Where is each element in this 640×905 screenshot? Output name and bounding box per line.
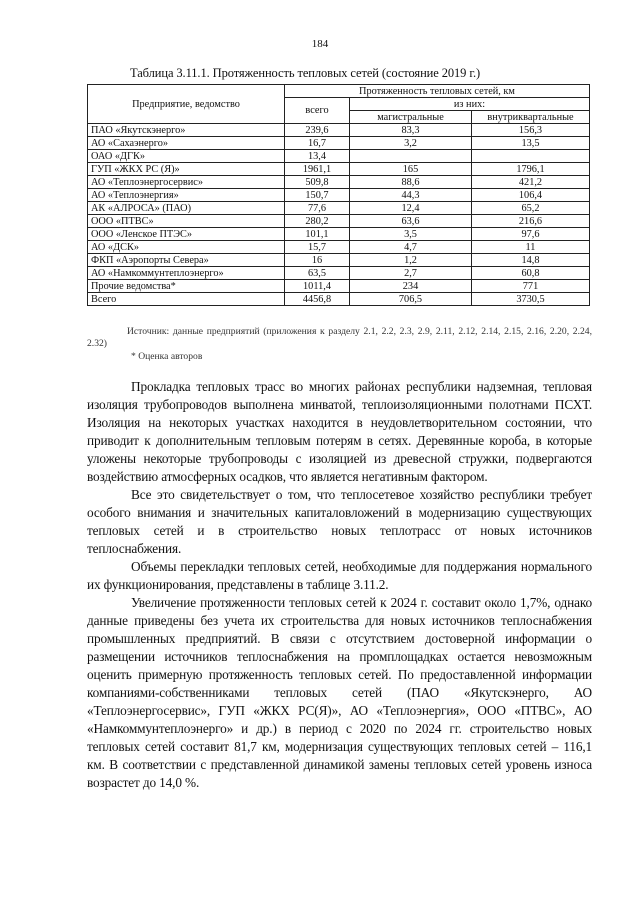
row-intra-cell: 97,6 <box>472 228 590 241</box>
row-name-cell: ООО «Ленское ПТЭС» <box>88 228 285 241</box>
row-name-cell: Прочие ведомства* <box>88 280 285 293</box>
row-main-cell: 3,5 <box>350 228 472 241</box>
paragraph: Увеличение протяженности тепловых сетей к 2024 г. составит около 1,7%, однако данные приведены без учета их строительства для новых источников теплоснабжения промышленных предприятий. В связи с отсутствием достоверной информации о размещении источников теплоснабжения на промплощадках остается невозможным оценить примерную протяженность тепловых сетей. По предоставленной информации компаниями-собственниками тепловых сетей (ПАО «Якутскэнерго, АО «Теплоэнергосервис», ГУП «ЖКХ РС(Я)», АО «Теплоэнергия», ООО «ПТВС», АО «Намкоммунтеплоэнерго» и др.) в период с 2020 по 2024 гг. строительство новых тепловых сетей составит 81,7 км, модернизация существующих тепловых сетей – 116,1 км. В соответствии с представленной динамикой замены тепловых сетей уровень износа возрастет до 14,0 %. <box>87 595 592 790</box>
row-intra-cell: 13,5 <box>472 137 590 150</box>
row-intra-cell: 11 <box>472 241 590 254</box>
row-intra-cell: 3730,5 <box>472 293 590 306</box>
row-main-cell: 12,4 <box>350 202 472 215</box>
row-main-cell: 1,2 <box>350 254 472 267</box>
table-row <box>88 137 590 150</box>
page-number: 184 <box>311 38 329 50</box>
paragraph: Объемы перекладки тепловых сетей, необходимые для поддержания нормального их функционирования, представлены в таблице 3.11.2. <box>87 559 592 592</box>
row-total-cell: 63,5 <box>285 267 350 280</box>
row-total-cell: 77,6 <box>285 202 350 215</box>
table-row <box>88 254 590 267</box>
row-intra-cell: 106,4 <box>472 189 590 202</box>
row-total-cell: 13,4 <box>285 150 350 163</box>
row-total-cell: 101,1 <box>285 228 350 241</box>
row-main-cell: 44,3 <box>350 189 472 202</box>
table-row <box>88 150 590 163</box>
row-total-cell: 280,2 <box>285 215 350 228</box>
header-of-which: из них: <box>350 98 590 111</box>
table-row <box>88 163 590 176</box>
table-row <box>88 189 590 202</box>
row-name-cell: АО «Намкоммунтеплоэнерго» <box>88 267 285 280</box>
header-enterprise: Предприятие, ведомство <box>88 85 285 124</box>
table-footnote: * Оценка авторов <box>131 351 203 362</box>
row-total-cell: 1961,1 <box>285 163 350 176</box>
row-name-cell: АО «Теплоэнергосервис» <box>88 176 285 189</box>
row-intra-cell: 14,8 <box>472 254 590 267</box>
header-main: магистральные <box>350 111 472 124</box>
row-main-cell: 63,6 <box>350 215 472 228</box>
heat-network-length-table <box>87 84 590 306</box>
row-main-cell: 3,2 <box>350 137 472 150</box>
row-name-cell: ПАО «Якутскэнерго» <box>88 124 285 137</box>
row-intra-cell: 156,3 <box>472 124 590 137</box>
row-name-cell: ФКП «Аэропорты Севера» <box>88 254 285 267</box>
row-total-cell: 4456,8 <box>285 293 350 306</box>
row-name-cell: АК «АЛРОСА» (ПАО) <box>88 202 285 215</box>
row-main-cell: 83,3 <box>350 124 472 137</box>
row-total-cell: 150,7 <box>285 189 350 202</box>
body-text <box>87 378 592 792</box>
row-intra-cell: 771 <box>472 280 590 293</box>
row-main-cell: 706,5 <box>350 293 472 306</box>
table-row <box>88 267 590 280</box>
row-intra-cell <box>472 150 590 163</box>
paragraph: Все это свидетельствует о том, что теплосетевое хозяйство республики требует особого внимания и значительных капиталовложений в модернизацию существующих тепловых сетей и в строительство новых теплотрасс от новых источников теплоснабжения. <box>87 487 592 556</box>
table-row <box>88 228 590 241</box>
row-intra-cell: 60,8 <box>472 267 590 280</box>
row-name-cell: ОАО «ДГК» <box>88 150 285 163</box>
row-intra-cell: 216,6 <box>472 215 590 228</box>
table-body <box>88 124 590 306</box>
row-name-cell: ГУП «ЖКХ РС (Я)» <box>88 163 285 176</box>
table-row <box>88 215 590 228</box>
table-row <box>88 241 590 254</box>
table-source-note: Источник: данные предприятий (приложения к разделу 2.1, 2.2, 2.3, 2.9, 2.11, 2.12, 2.14, 2.15, 2.16, 2.20, 2.24, 2.32) <box>87 326 592 349</box>
row-main-cell: 2,7 <box>350 267 472 280</box>
row-main-cell: 165 <box>350 163 472 176</box>
table-row <box>88 202 590 215</box>
row-intra-cell: 65,2 <box>472 202 590 215</box>
table-row <box>88 176 590 189</box>
row-total-cell: 16 <box>285 254 350 267</box>
paragraph: Прокладка тепловых трасс во многих районах республики надземная, тепловая изоляция трубопроводов выполнена минватой, теплоизоляционными полотнами ПСХТ. Изоляция на некоторых участках находится в неудовлетворительном состоянии, что приводит к дополнительным тепловым потерям в сетях. Деревянные короба, в которые уложены некоторые трубопроводы с изоляцией из древесной стружки, подвергаются воздействию атмосферных осадков, что является негативным фактором. <box>87 379 592 484</box>
row-total-cell: 509,8 <box>285 176 350 189</box>
row-name-cell: АО «Теплоэнергия» <box>88 189 285 202</box>
row-total-cell: 1011,4 <box>285 280 350 293</box>
header-total: всего <box>285 98 350 124</box>
row-intra-cell: 421,2 <box>472 176 590 189</box>
table-caption: Таблица 3.11.1. Протяженность тепловых сетей (состояние 2019 г.) <box>130 66 481 80</box>
row-total-cell: 16,7 <box>285 137 350 150</box>
row-name-cell: ООО «ПТВС» <box>88 215 285 228</box>
row-total-cell: 239,6 <box>285 124 350 137</box>
header-length-group: Протяженность тепловых сетей, км <box>285 85 590 98</box>
row-name-cell: Всего <box>88 293 285 306</box>
row-main-cell: 4,7 <box>350 241 472 254</box>
row-intra-cell: 1796,1 <box>472 163 590 176</box>
row-main-cell <box>350 150 472 163</box>
row-main-cell: 88,6 <box>350 176 472 189</box>
table-row <box>88 280 590 293</box>
row-name-cell: АО «ДСК» <box>88 241 285 254</box>
row-name-cell: АО «Сахаэнерго» <box>88 137 285 150</box>
table-row <box>88 293 590 306</box>
table-row <box>88 124 590 137</box>
header-intra: внутриквартальные <box>472 111 590 124</box>
row-main-cell: 234 <box>350 280 472 293</box>
row-total-cell: 15,7 <box>285 241 350 254</box>
